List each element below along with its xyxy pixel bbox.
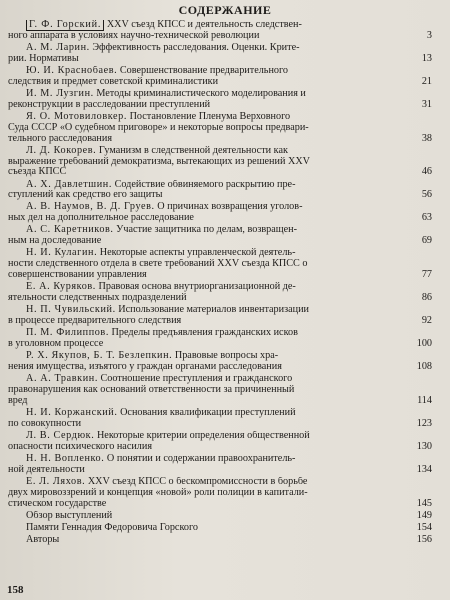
entry-title-text: Правовая основа внутриорганизационной де- [95,282,296,293]
entry-author: А. А. Травкин. [26,374,98,385]
entry-title-text: опасности психического насилия [8,441,153,452]
entry-continuation-line [8,100,402,111]
entry-author: Ю. И. Краснобаев. [26,65,118,76]
table-of-contents [8,20,432,547]
entry-first-line [8,408,402,419]
entry-continuation-line [8,385,402,396]
toc-entry [8,146,432,178]
entry-title-text: в уголовном процессе [8,339,104,349]
entry-page-number: 154 [416,521,432,533]
entry-author: Е. А. Куряков. [26,282,96,293]
entry-first-line [8,282,402,293]
entry-title-text: Обзор выступлений [26,510,113,521]
toc-entry [8,431,432,453]
entry-title-text: рии. Нормативы [8,53,79,64]
entry-author: Н. И. Коржанский. [26,407,118,418]
toc-entry [8,282,432,304]
toc-entry [8,511,432,522]
entry-title-text: Методы криминалистического моделирования и [93,88,306,99]
entry-first-line [8,305,402,316]
entry-title-text: по совокупности [8,418,82,429]
entry-first-line [8,454,402,465]
entry-page-number: 92 [421,315,432,327]
entry-title-text: вред [8,395,28,406]
toc-entry [8,20,432,42]
entry-first-line [8,180,402,191]
toc-entry [8,89,432,111]
toc-entry [8,248,432,280]
entry-title-text: Авторы [26,535,60,546]
entry-title-text: Эффективность расследования. Оценки. Крите- [89,42,300,53]
entry-title-text: Памяти Геннадия Федоровича Горского [26,522,198,533]
entry-first-line [8,523,402,534]
entry-continuation-line [8,259,402,270]
entry-author: П. М. Филиппов. [26,328,109,339]
entry-continuation-line [8,213,402,224]
entry-first-line [8,511,402,522]
entry-first-line [8,43,402,54]
entry-title-text: Пределы предъявления гражданских исков [109,328,298,339]
entry-continuation-line [8,488,402,499]
page-number: 158 [7,584,24,596]
entry-continuation-line [8,190,402,201]
entry-title-text: Правовые вопросы хра- [172,351,279,362]
entry-page-number: 134 [416,463,432,475]
entry-author: Р. Х. Якупов, Б. Т. Безлепкин. [26,351,173,362]
entry-title-text: Содействие обвиняемого раскрытию пре- [112,179,296,190]
entry-title-text: Постановление Пленума Верховного [127,111,291,122]
entry-title-text: ной деятельности [8,464,85,475]
entry-page-number: 114 [417,394,432,406]
toc-entry [8,180,432,202]
entry-first-line [8,248,402,259]
entry-first-line [8,66,402,77]
entry-title-text: следствия и предмет советской криминалистики [8,76,219,87]
entry-first-line [8,89,402,100]
entry-title-text: Суда СССР «О судебном приговоре» и некоторые вопросы предвари- [8,122,309,133]
entry-title-text: Гуманизм в следственной деятельности как [96,145,288,156]
entry-continuation-line [8,157,402,168]
toc-entry [8,225,432,247]
entry-first-line [8,374,402,385]
entry-page-number: 100 [416,338,432,349]
entry-continuation-line [8,134,402,145]
entry-title-text: ности следственного отдела в свете требований XXV съезда КПСС о [8,259,308,270]
entry-author: Л. Д. Кокорев. [26,145,97,156]
toc-entry [8,454,432,476]
entry-author: Н. И. Кулагин. [26,248,98,259]
toc-entry [8,535,432,546]
entry-page-number: 56 [421,189,432,201]
entry-first-line [8,328,402,339]
entry-continuation-line [8,54,402,65]
entry-page-number: 13 [421,52,432,64]
entry-title-text: Соотношение преступления и гражданского [97,374,293,385]
entry-first-line [8,146,402,157]
entry-title-text: О причинах возвращения уголов- [154,202,303,213]
entry-page-number: 38 [421,132,432,144]
toc-entry [8,408,432,430]
entry-title-text: съезда КПСС [8,167,67,178]
entry-title-text: выражение требований демократизма, вытекающих из решений XXV [8,156,311,167]
toc-entry [8,43,432,65]
entry-page-number: 145 [416,497,432,509]
entry-title-text: двух мировоззрений и концепция «новой» роли полиции в капитали- [8,487,308,498]
entry-page-number: 69 [421,235,432,247]
entry-title-text: ступлений как средство его защиты [8,190,163,201]
entry-title-text: стическом государстве [8,498,107,509]
toc-entry [8,477,432,509]
entry-page-number: 130 [416,440,432,452]
entry-continuation-line [8,339,402,350]
entry-author: Я. О. Мотовиловкер. [26,111,128,122]
entry-first-line [8,351,402,362]
entry-author: Л. В. Сердюк. [26,430,95,441]
entry-author: И. М. Лузгин. [26,88,94,99]
entry-title-text: О понятии и содержании правоохранитель- [104,453,296,464]
entry-title-text: Некоторые критерии определения общественной [94,430,310,441]
entry-first-line [8,535,402,546]
page-title: СОДЕРЖАНИЕ [178,3,272,17]
entry-continuation-line [8,419,402,430]
entry-continuation-line [8,31,402,42]
toc-entry [8,328,432,350]
entry-title-text: ного аппарата в условиях научно-технической революции [8,30,260,41]
entry-author: Г. Ф. Горский. [26,20,104,31]
entry-continuation-line [8,396,402,407]
entry-page-number: 46 [421,166,432,178]
entry-continuation-line [8,293,402,304]
entry-page-number: 86 [421,292,432,304]
toc-entry [8,112,432,144]
entry-continuation-line [8,499,402,510]
entry-title-text: реконструкции в расследовании преступлений [8,99,211,110]
entry-page-number: 123 [416,417,432,429]
entry-author: А. М. Ларин. [26,42,90,53]
entry-page-number: 63 [421,212,432,224]
entry-first-line [8,431,402,442]
entry-title-text: Совершенствование предварительного [117,65,289,76]
entry-continuation-line [8,362,402,373]
entry-title-text: тельного расследования [8,133,113,144]
entry-title-text: Участие защитника по делам, возвращен- [113,225,297,236]
entry-first-line [8,20,402,31]
entry-continuation-line [8,123,402,134]
toc-entry [8,202,432,224]
entry-continuation-line [8,442,402,453]
entry-title-text: нения имущества, изъятого у граждан органами расследования [8,361,282,372]
entry-author: Н. П. Чувильский. [26,305,116,316]
entry-title-text: совершенствовании управления [8,270,147,281]
entry-first-line [8,477,402,488]
toc-entry [8,523,432,534]
toc-entry [8,351,432,373]
entry-page-number: 149 [416,509,432,521]
entry-page-number: 3 [426,29,432,41]
entry-continuation-line [8,465,402,476]
entry-title-text: ных дел на дополнительное расследование [8,213,194,224]
entry-author: Е. Л. Ляхов. [26,476,86,487]
entry-continuation-line [8,236,402,247]
entry-title-text: Использование материалов инвентаризации [115,305,310,316]
toc-entry [8,305,432,327]
entry-page-number: 108 [416,360,432,372]
entry-continuation-line [8,77,402,88]
entry-continuation-line [8,316,402,327]
entry-continuation-line [8,270,402,281]
entry-title-text: Некоторые аспекты управленческой деятель- [97,248,296,259]
entry-author: А. Х. Давлетшин. [26,179,113,190]
entry-author: А. С. Каретников. [26,225,114,236]
entry-title-text: ным на доследование [8,236,102,247]
toc-entry [8,66,432,88]
entry-page-number: 77 [421,269,432,281]
entry-author: Н. Н. Вопленко. [26,453,105,464]
entry-page-number: 21 [421,75,432,87]
entry-first-line [8,112,402,123]
entry-title-text: Основания квалификации преступлений [117,407,296,418]
entry-page-number: 156 [416,534,432,546]
entry-page-number: 31 [421,98,432,110]
entry-title-text: XXV съезд КПСС о бескомпромиссности в борьбе [85,476,308,487]
entry-author: А. В. Наумов, В. Д. Груев. [26,202,155,213]
toc-entry [8,374,432,406]
entry-title-text: в процессе предварительного следствия [8,316,182,327]
entry-first-line [8,202,402,213]
entry-title-text: XXV съезд КПСС и деятельность следствен- [104,20,302,30]
entry-title-text: правонарушения как оснований ответственности за причиненный [8,384,295,395]
entry-continuation-line [8,167,402,178]
entry-title-text: ятельности следственных подразделений [8,293,187,304]
entry-first-line [8,225,402,236]
